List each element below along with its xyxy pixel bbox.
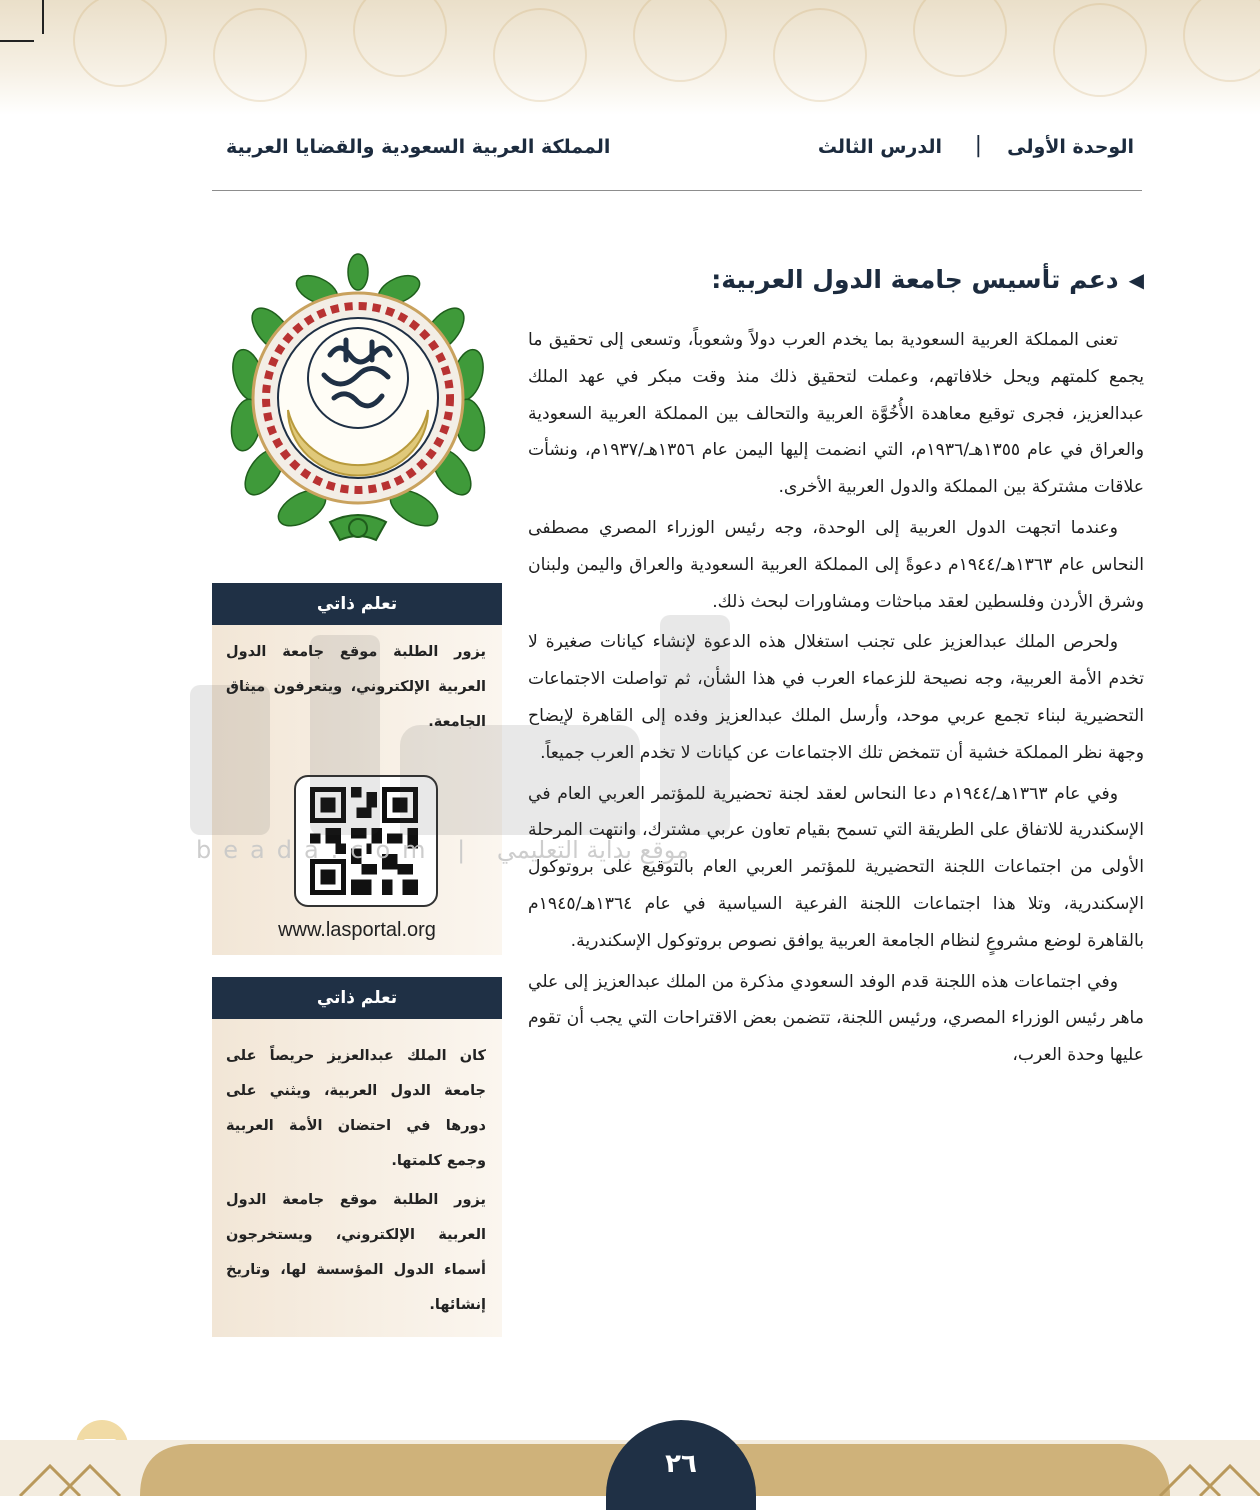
box-heading: تعلم ذاتي [212, 583, 502, 625]
crop-mark [42, 0, 44, 34]
section-title [528, 265, 1144, 294]
paragraph: وفي عام ١٣٦٣هـ/١٩٤٤م دعا النحاس لعقد لجنة تحضيرية للمؤتمر العربي العام في الإسكندرية للاتفاق على الطريقة التي تسمح بقيام تعاون عربي مشترك، وانتهت المرحلة الأولى من اجتماعات اللجنة التحضيرية للمؤتمر العربي العام بالتوقيع على بروتوكول الإسكندرية، وتلا هذا اجتماعات اللجنة الفرعية السياسية في عام ١٣٦٤هـ/١٩٤٥م بالقاهرة لوضع مشروعٍ لنظام الجامعة العربية يوافق نصوص بروتوكول الإسكندرية. [528, 783, 1144, 951]
self-learning-box [212, 583, 502, 955]
paragraph: ولحرص الملك عبدالعزيز على تجنب استغلال هذه الدعوة لإنشاء كيانات صغيرة لا تخدم الأمة العربية، وجه نصيحة للزعماء العرب في هذا الشأن، ثم تواصلت الاجتماعات التحضيرية لبناء تجمع عربي موحد، وأرسل الملك عبدالعزيز وفده إلى القاهرة لإيضاح وجهة نظر المملكة خشية أن تتمخض تلك الاجتماعات عن كيانات لا تخدم العرب جميعاً. [528, 632, 1144, 763]
header-separator: | [974, 133, 982, 158]
lesson-label: الدرس الثالث [817, 136, 942, 158]
page-number: ٢٦ [606, 1420, 756, 1510]
self-learning-box [212, 977, 502, 1337]
paragraph: وفي اجتماعات هذه اللجنة قدم الوفد السعودي مذكرة من الملك عبدالعزيز إلى علي ماهر رئيس الوزراء المصري، ورئيس اللجنة، تتضمن بعض الاقتراحات التي يجب أن تقوم عليها وحدة العرب، [528, 971, 1144, 1066]
arab-league-emblem-icon [212, 250, 504, 555]
unit-label: الوحدة الأولى [1007, 136, 1134, 158]
header-divider [212, 190, 1142, 191]
page-header [212, 132, 1142, 172]
section-title-text: دعم تأسيس جامعة الدول العربية: [711, 265, 1119, 294]
box-heading: تعلم ذاتي [212, 977, 502, 1019]
arrow-icon: ◀ [1128, 267, 1144, 292]
decorative-header-band [0, 0, 1260, 115]
website-link[interactable]: www.lasportal.org [278, 919, 436, 941]
watermark-text: beada.com | موقع بداية التعليمي [196, 836, 690, 864]
crop-mark [0, 40, 34, 42]
box-text: يزور الطلبة موقع جامعة الدول العربية الإلكتروني، ويتعرفون ميثاق الجامعة. [226, 644, 486, 730]
box-text: يزور الطلبة موقع جامعة الدول العربية الإلكتروني، ويستخرجون أسماء الدول المؤسسة لها، وتاريخ إنشائها. [226, 1192, 486, 1313]
paragraph: تعنى المملكة العربية السعودية بما يخدم العرب دولاً وشعوباً، وتسعى إلى تحقيق ما يجمع كلمتهم ويحل خلافاتهم، وعملت لتحقيق ذلك منذ وقت مبكر في عهد الملك عبدالعزيز، فجرى توقيع معاهدة الأُخُوَّة العربية والتحالف بين المملكة العربية السعودية والعراق في عام ١٣٥٥هـ/١٩٣٦م، التي انضمت إليها اليمن عام ١٣٥٦هـ/١٩٣٧م، ونشأت علاقات مشتركة بين المملكة والدول العربية الأخرى. [528, 330, 1145, 498]
main-content [528, 265, 1144, 1078]
paragraph: وعندما اتجهت الدول العربية إلى الوحدة، وجه رئيس الوزراء المصري مصطفى النحاس عام ١٣٦٣هـ/١٩٤٤م دعوةً إلى المملكة العربية السعودية والعراق واليمن ولبنان وشرق الأردن وفلسطين لعقد مباحثات ومشاورات لبحث ذلك. [528, 517, 1144, 612]
box-text: كان الملك عبدالعزيز حريصاً على جامعة الدول العربية، ويثني على دورها في احتضان الأمة العربية وجمع كلمتها. [226, 1048, 486, 1169]
chapter-title: المملكة العربية السعودية والقضايا العربية [226, 136, 611, 158]
